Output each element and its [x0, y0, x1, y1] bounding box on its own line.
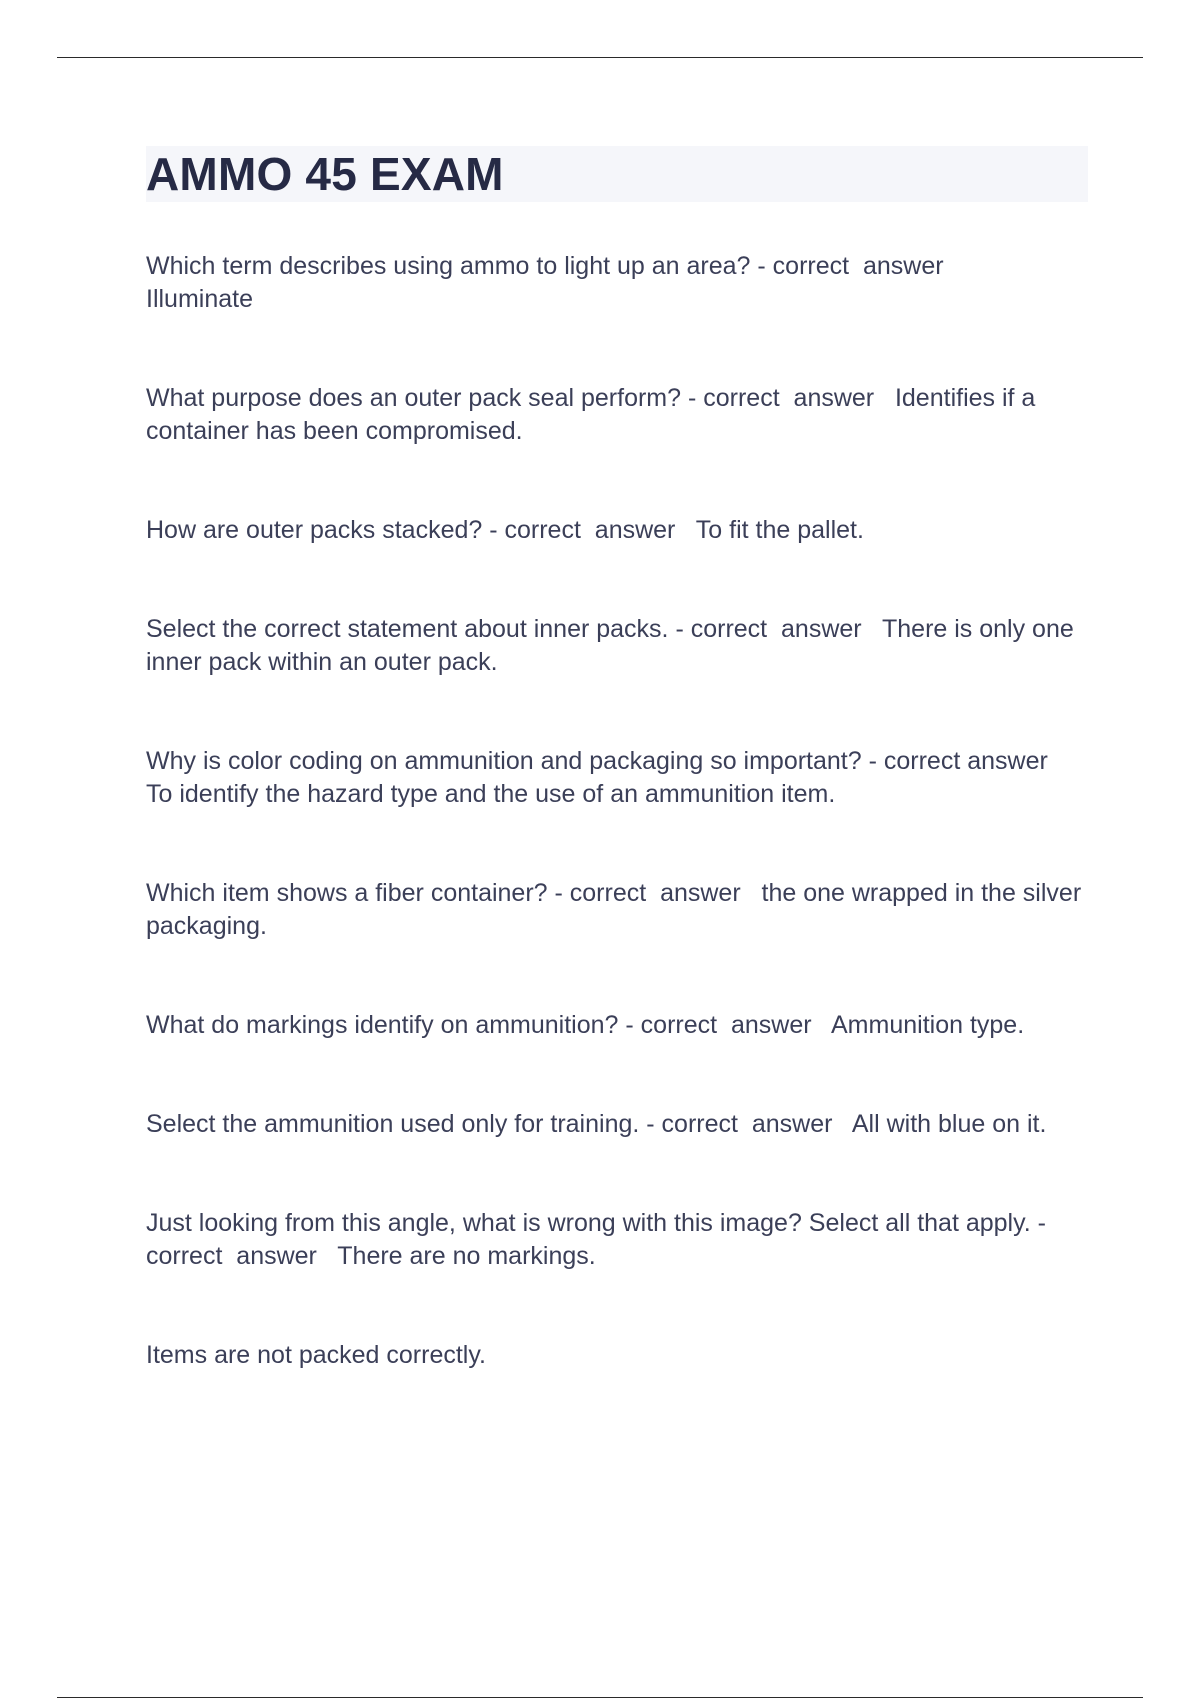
qa-item: Why is color coding on ammunition and packaging so important? - correct answer To identify the hazard type and the use of an ammunition item. [146, 747, 1069, 808]
qa-item: Which term describes using ammo to light up an area? - correct answer Illuminate [146, 252, 944, 313]
footer-rule [57, 1697, 1143, 1698]
qa-item: Select the correct statement about inner packs. - correct answer There is only one inner pack within an outer pack. [146, 615, 1081, 676]
qa-item: Select the ammunition used only for training. - correct answer All with blue on it. [146, 1110, 1047, 1138]
qa-item: Items are not packed correctly. [146, 1341, 486, 1369]
qa-item: What purpose does an outer pack seal perform? - correct answer Identifies if a container has been compromised. [146, 384, 1043, 445]
qa-item: How are outer packs stacked? - correct answer To fit the pallet. [146, 516, 864, 544]
qa-item: What do markings identify on ammunition? - correct answer Ammunition type. [146, 1011, 1025, 1039]
qa-item: Which item shows a fiber container? - correct answer the one wrapped in the silver packaging. [146, 879, 1089, 940]
page-title: AMMO 45 EXAM [146, 148, 504, 200]
document-body [146, 146, 1088, 1438]
qa-item: Just looking from this angle, what is wrong with this image? Select all that apply. - correct answer There are no markings. [146, 1209, 1053, 1270]
title-band [146, 146, 1088, 202]
header-rule [57, 57, 1143, 58]
